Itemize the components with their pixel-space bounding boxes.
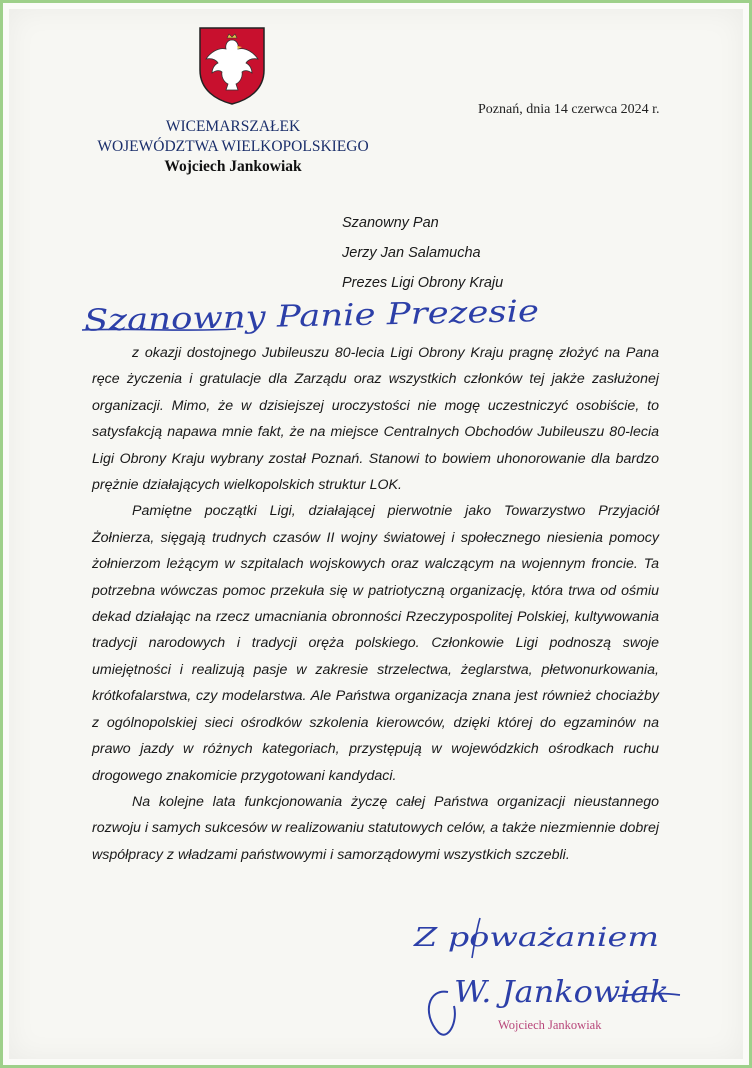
handwritten-greeting [76,288,546,344]
letter-date: Poznań, dnia 14 czerwca 2024 r. [478,102,660,117]
body-paragraph-2: Pamiętne początki Ligi, działającej pierwotnie jako Towarzystwo Przyjaciół Żołnierza, sięgają trudnych czasów II wojny światowej i społecznego niesienia pomocy żołnierzom leżącym w szpitalach wojskowych oraz walczącym na wojennym froncie. Ta potrzebna wówczas pomoc przekuła się w patriotyczną organizację, która trwa od ośmiu dekad działając na rzecz umacniania obronności Rzeczypospolitej Polskiej, kultywowania tradycji narodowych i tradycji oręża polskiego. Członkowie Ligi podnoszą swoje umiejętności i realizują pasje w zakresie strzelectwa, żeglarstwa, płetwonurkowania, krótkofalarstwa, czy modelarstwa. Ale Państwa organizacja znana jest również chociażby z ogólnopolskiej sieci ośrodków szkolenia kierowców, dzięki której do egzaminów na prawo jazdy w różnych kategoriach, przystępują w wojewódzkich ośrodkach ruchu drogowego znakomicie przygotowani kandydaci. [92,503,659,784]
eagle-crest-icon [196,26,268,106]
sender-title-line2: WOJEWÓDZTWA WIELKOPOLSKIEGO [97,138,369,155]
sender-name: Wojciech Jankowiak [164,158,302,175]
letter-body [92,340,659,868]
addressee-line3: Prezes Ligi Obrony Kraju [342,275,504,291]
handwritten-signature-text: W. Jankowiak [454,975,669,1010]
handwritten-signature [418,962,688,1054]
addressee-line1: Szanowny Pan [342,215,439,231]
sender-block [78,117,388,177]
addressee-block [342,208,503,298]
body-paragraph-3: Na kolejne lata funkcjonowania życzę całej Państwa organizacji nieustannego rozwoju i samych sukcesów w realizowaniu statutowych celów, a także niezmiennie dobrej współpracy z władzami państwowymi i samorządowymi wszystkich szczebli. [92,793,659,863]
handwritten-closing-text: Z poważaniem [412,923,659,953]
body-paragraph-1: z okazji dostojnego Jubileuszu 80-lecia Ligi Obrony Kraju pragnę złożyć na Pana ręce życzenia i gratulacje dla Zarządu oraz wszystkich członków tej jakże zasłużonej organizacji. Mimo, że w dzisiejszej uroczystości nie mogę uczestniczyć osobiście, to satysfakcją napawa mnie fakt, że na miejsce Centralnych Obchodów Jubileuszu 80-lecia Ligi Obrony Kraju wybrany został Poznań. Stanowi to bowiem uhonorowanie dla bardzo prężnie działających wielkopolskich struktur LOK. [92,345,659,494]
handwritten-closing [410,912,670,962]
sender-title-line1: WICEMARSZAŁEK [165,118,301,135]
addressee-line2: Jerzy Jan Salamucha [342,245,481,261]
signature-stamp-name: Wojciech Jankowiak [498,1018,602,1032]
handwritten-greeting-text: Szanowny Panie Prezesie [83,295,469,339]
